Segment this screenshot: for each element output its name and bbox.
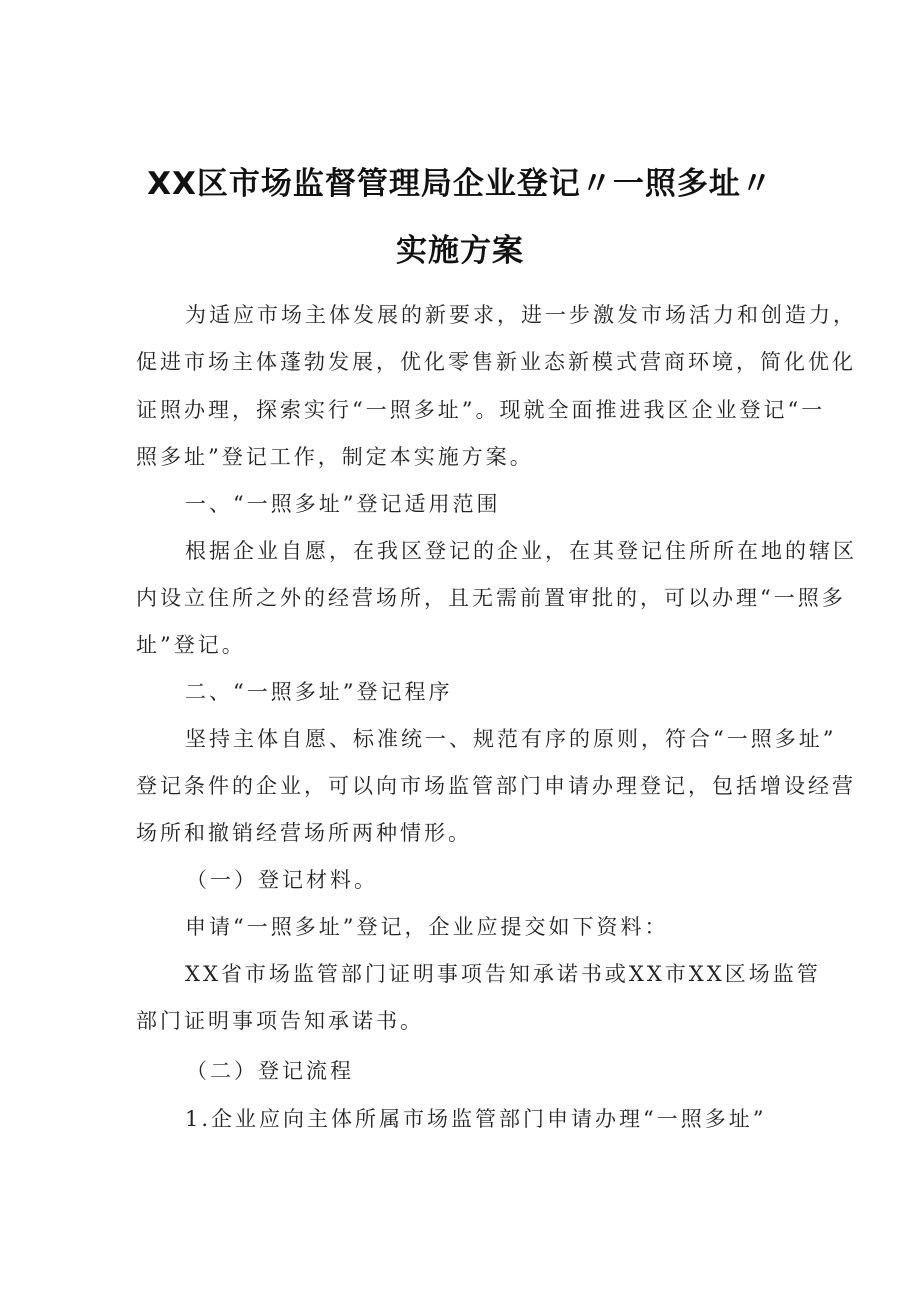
paragraph-1-line-1: 为适应市场主体发展的新要求，进一步激发市场活力和创造力， bbox=[185, 303, 857, 327]
subsection-heading-2: （二）登记流程 bbox=[186, 1059, 354, 1083]
paragraph-5-line-2: 部门证明事项告知承诺书。 bbox=[136, 1009, 424, 1033]
paragraph-3-line-2: 登记条件的企业，可以向市场监管部门申请办理登记，包括增设经营 bbox=[136, 774, 856, 798]
subsection-heading-1: （一）登记材料。 bbox=[186, 868, 378, 892]
paragraph-3-line-1: 坚持主体自愿、标准统一、规范有序的原则，符合“一照多址” bbox=[185, 727, 837, 751]
paragraph-6: 1.企业应向主体所属市场监管部门申请办理“一照多址” bbox=[185, 1107, 767, 1131]
document-title-line-2: 实施方案 bbox=[396, 233, 524, 269]
document-title-line-1: XX区市场监督管理局企业登记〃一照多址〃 bbox=[147, 166, 773, 202]
paragraph-4: 申请“一照多址”登记，企业应提交如下资料： bbox=[185, 915, 669, 939]
paragraph-3-line-3: 场所和撤销经营场所两种情形。 bbox=[136, 821, 472, 845]
paragraph-2-line-3: 址”登记。 bbox=[136, 633, 246, 657]
paragraph-2-line-2: 内设立住所之外的经营场所，且无需前置审批的，可以办理“一照多 bbox=[136, 586, 846, 610]
section-heading-1: 一、“一照多址”登记适用范围 bbox=[185, 492, 501, 516]
paragraph-5-line-1: XX省市场监管部门证明事项告知承诺书或XX市XX区场监管 bbox=[185, 962, 821, 986]
paragraph-1-line-4: 照多址”登记工作，制定本实施方案。 bbox=[136, 445, 534, 469]
section-heading-2: 二、“一照多址”登记程序 bbox=[185, 680, 453, 704]
paragraph-1-line-3: 证照办理，探索实行“一照多址”。现就全面推进我区企业登记“一 bbox=[136, 398, 826, 422]
paragraph-1-line-2: 促进市场主体蓬勃发展，优化零售新业态新模式营商环境，简化优化 bbox=[136, 350, 856, 374]
paragraph-2-line-1: 根据企业自愿，在我区登记的企业，在其登记住所所在地的辖区 bbox=[185, 539, 857, 563]
